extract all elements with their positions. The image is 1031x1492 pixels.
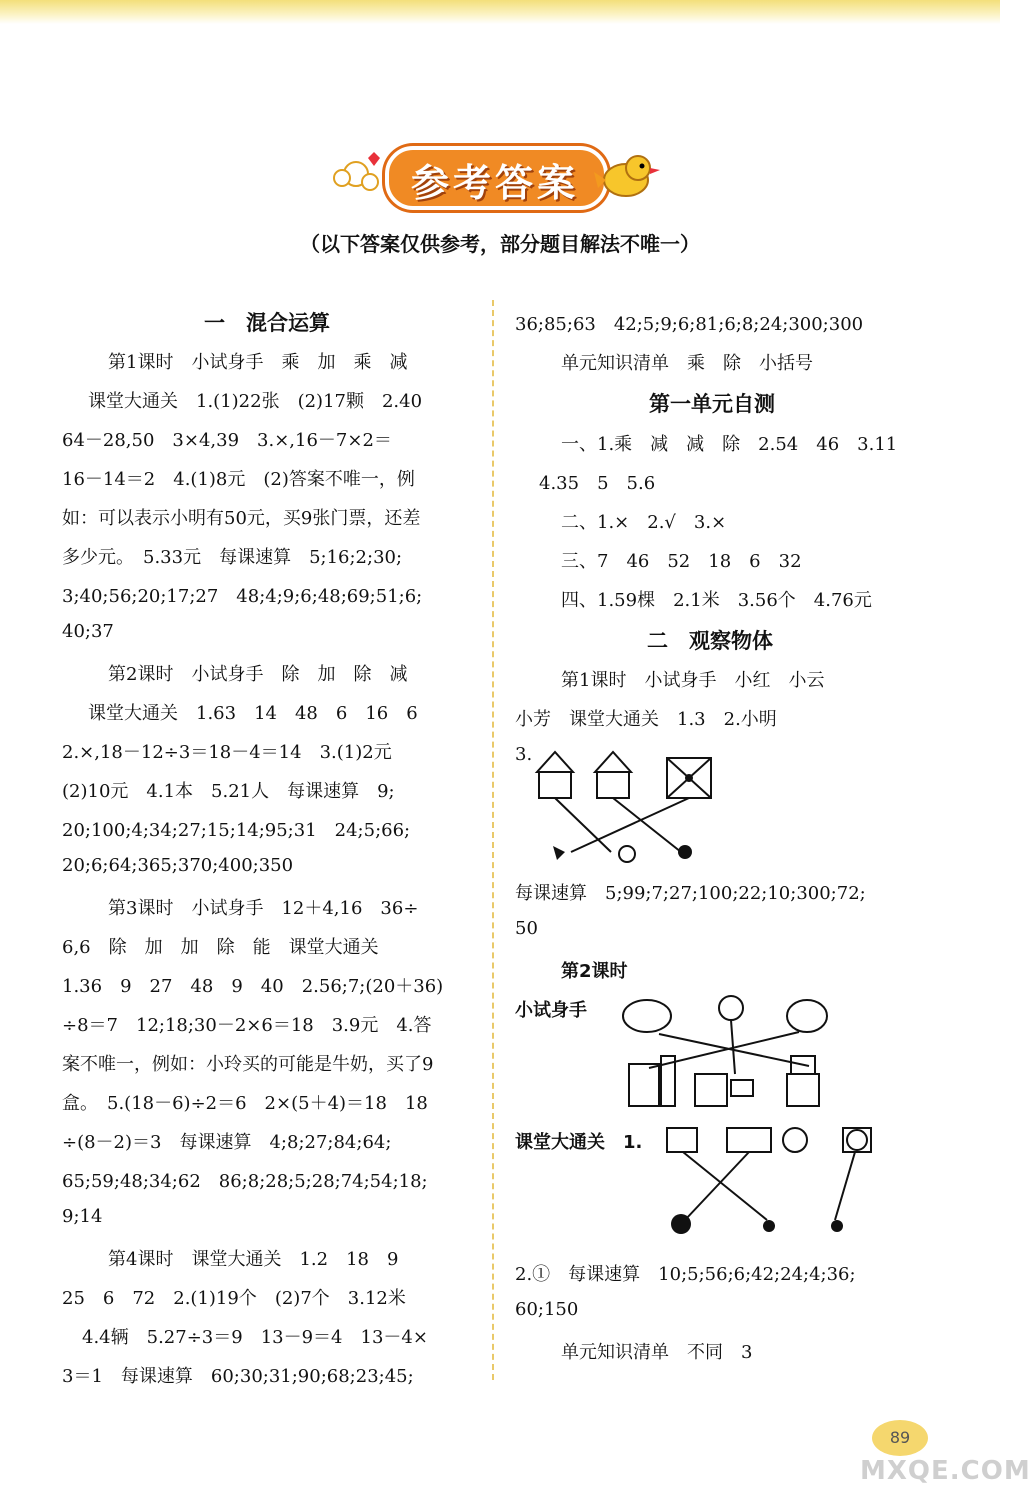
text-line: 课堂大通关 1.(1)22张 (2)17颗 2.40 [88,391,423,412]
text-line: 单元知识清单 不同 3 [561,1342,753,1363]
text-line: 65;59;48;34;62 86;8;28;5;28;74;54;18; [62,1171,428,1192]
text-line: 3＝1 每课速算 60;30;31;90;68;23;45; [62,1366,414,1387]
text-line: 小试身手 [515,1000,587,1021]
text-line: 2.×,18－12÷3＝18－4＝14 3.(1)2元 [62,742,392,763]
text-line: 2.① 每课速算 10;5;56;6;42;24;4;36; [515,1264,856,1285]
text-line: 3;40;56;20;17;27 48;4;9;6;48;69;51;6; [62,586,423,607]
text-line: 二、1.× 2.√ 3.× [561,512,727,533]
text-line: ÷8＝7 12;18;30－2×6＝18 3.9元 4.答 [62,1015,432,1036]
text-line: 第4课时 课堂大通关 1.2 18 9 [108,1249,399,1270]
watermark: MXQE.COM [860,1456,1031,1486]
page-title: 参考答案 [410,161,579,205]
animal-view-figure [619,990,849,1112]
text-line: 小芳 课堂大通关 1.3 2.小明 [515,709,777,730]
text-line: 20;6;64;365;370;400;350 [62,855,294,876]
text-line: 4.4辆 5.27÷3＝9 13－9＝4 13－4× [82,1327,428,1348]
text-line: 40;37 [62,621,114,642]
text-line: 20;100;4;34;27;15;14;95;31 24;5;66; [62,820,411,841]
text-line: 50 [515,918,538,939]
text-line: (2)10元 4.1本 5.21人 每课速算 9; [62,781,395,802]
shape-matching-figure [665,1122,885,1242]
text-line: 第1课时 小试身手 乘 加 乘 减 [108,352,408,373]
text-line: 第3课时 小试身手 12＋4,16 36÷ [108,898,419,919]
text-line: 4.35 5 5.6 [539,473,656,494]
top-decoration [0,0,1000,24]
column-divider [492,300,494,1380]
text-line: 每课速算 5;99;7;27;100;22;10;300;72; [515,883,866,904]
text-line: 6,6 除 加 加 除 能 课堂大通关 [62,937,379,958]
section-heading: 一 混合运算 [204,311,330,335]
text-line: 9;14 [62,1206,103,1227]
text-line: 64－28,50 3×4,39 3.×,16－7×2＝ [62,430,392,451]
text-line: 四、1.59棵 2.1米 3.56个 4.76元 [561,590,872,611]
section-heading: 第一单元自测 [649,392,775,416]
text-line: 单元知识清单 乘 除 小括号 [561,353,813,374]
text-line: 一、1.乘 减 减 除 2.54 46 3.11 [561,434,898,455]
section-heading: 二 观察物体 [647,629,773,653]
text-line: 第2课时 [561,961,628,982]
text-line: 1.36 9 27 48 9 40 2.56;7;(20＋36) [62,976,444,997]
answer-banner [330,140,660,210]
text-line: 第1课时 小试身手 小红 小云 [561,670,825,691]
text-line: 盒。 5.(18－6)÷2＝6 2×(5＋4)＝18 18 [62,1093,428,1114]
text-line: 3. [515,744,533,765]
text-line: 第2课时 小试身手 除 加 除 减 [108,664,408,685]
text-line: ÷(8－2)＝3 每课速算 4;8;27;84;64; [62,1132,392,1153]
bird-icon [592,146,662,206]
text-line: 三、7 46 52 18 6 32 [561,551,802,572]
text-line: 16－14＝2 4.(1)8元 (2)答案不唯一，例 [62,469,415,490]
text-line: 60;150 [515,1299,579,1320]
house-matching-figure [531,748,731,868]
text-line: 课堂大通关 1.63 14 48 6 16 6 [88,703,418,724]
text-line: 多少元。 5.33元 每课速算 5;16;2;30; [62,547,403,568]
text-line: 25 6 72 2.(1)19个 (2)7个 3.12米 [62,1288,406,1309]
text-line: 36;85;63 42;5;9;6;81;6;8;24;300;300 [515,314,864,335]
page-number: 89 [872,1420,928,1456]
answer-note: （以下答案仅供参考，部分题目解法不唯一） [300,232,700,256]
text-line: 课堂大通关 1. [515,1132,643,1153]
text-line: 如：可以表示小明有50元，买9张门票，还差 [62,508,421,529]
text-line: 案不唯一，例如：小玲买的可能是牛奶，买了9 [62,1054,434,1075]
flower-ornament-icon [330,148,390,200]
